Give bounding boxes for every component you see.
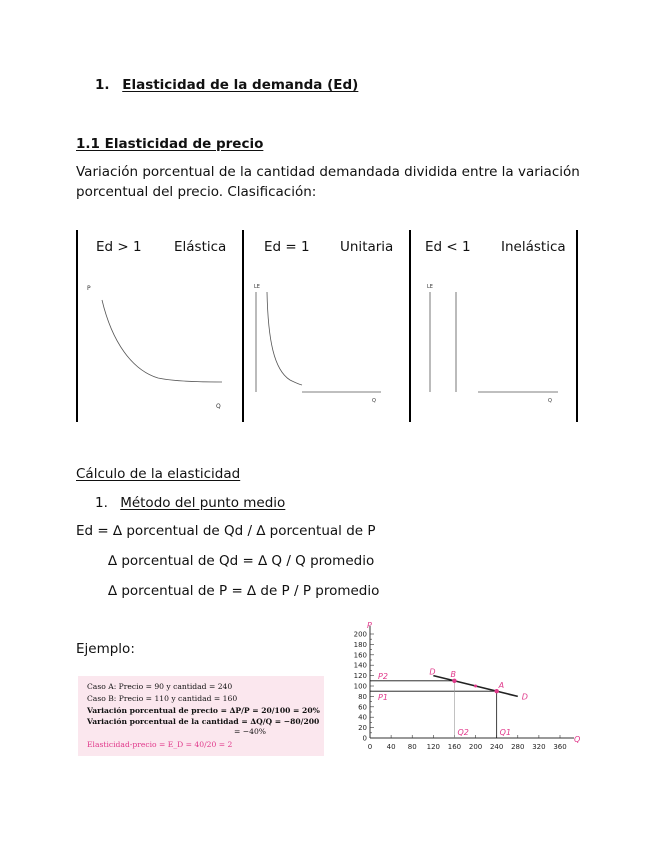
col-2-ylabel: LE [254, 284, 260, 290]
x-tick-label: 0 [367, 743, 373, 751]
p2-label: P2 [378, 671, 388, 681]
example-box [78, 676, 324, 756]
y-tick-label: 60 [358, 703, 367, 712]
classification-graphs [76, 230, 578, 422]
col-3-ylabel: LE [427, 284, 433, 290]
y-tick-label: 180 [353, 640, 367, 649]
p1-label: P1 [378, 693, 388, 703]
formula-2: ∆ porcentual de Qd = ∆ Q / Q promedio [108, 553, 375, 569]
classification-table [76, 230, 578, 422]
x-tick-label: 160 [447, 743, 462, 751]
example-line-b: Caso B: Precio = 110 y cantidad = 160 [87, 694, 238, 703]
x-tick-label: 120 [426, 743, 441, 751]
y-tick-label: 160 [353, 651, 367, 660]
heading-1-text: Elasticidad de la demanda (Ed) [122, 77, 359, 93]
method-number: 1. [95, 495, 108, 511]
col-1-xlabel: Q [216, 403, 221, 410]
demand-chart [340, 620, 585, 765]
intro-line-1: Variación porcentual de la cantidad demandada dividida entre la variación [76, 164, 580, 180]
formula-3: ∆ porcentual de P = ∆ de P / P promedio [108, 583, 380, 599]
y-tick-label: 80 [358, 692, 367, 701]
y-tick-label: 140 [353, 661, 367, 670]
q2-label: Q2 [457, 728, 469, 737]
example-label: Ejemplo: [76, 641, 135, 657]
y-axis-label: P [367, 621, 372, 630]
elastic-curve [102, 300, 222, 382]
col-2-condition: Ed = 1 [264, 239, 310, 255]
col-1-ylabel: P [87, 285, 91, 292]
method-heading [95, 495, 285, 511]
col-2-type: Unitaria [340, 239, 394, 255]
point-a-label: A [498, 681, 505, 691]
y-tick-label: 0 [362, 734, 367, 743]
y-tick-label: 40 [358, 713, 367, 722]
x-tick-label: 360 [553, 743, 567, 751]
x-tick-label: 320 [532, 743, 546, 751]
y-tick-label: 200 [353, 630, 367, 639]
x-tick-label: 280 [511, 743, 525, 751]
heading-1 [95, 77, 358, 93]
col-3-xlabel: Q [548, 398, 552, 404]
intro-line-2: porcentual del precio. Clasificación: [76, 184, 317, 200]
y-tick-label: 20 [358, 724, 367, 733]
formula-1: Ed = ∆ porcentual de Qd / ∆ porcentual de P [76, 523, 376, 539]
unitary-curve [267, 292, 302, 385]
col-1-type: Elástica [174, 239, 227, 255]
col-1-condition: Ed > 1 [96, 239, 142, 255]
example-line-qty-result: = −40% [234, 727, 267, 736]
demand-label-upper: D [429, 667, 436, 677]
point-b-label: B [450, 669, 456, 679]
example-line-qty: Variación porcentual de la cantidad = ∆Q/Q = −80/200 [87, 717, 320, 726]
col-2-xlabel: Q [372, 398, 376, 404]
x-axis-label: Q [574, 735, 581, 744]
x-tick-label: 40 [386, 743, 396, 751]
q1-label: Q1 [499, 728, 512, 737]
method-text: Método del punto medio [120, 495, 286, 511]
calc-title: Cálculo de la elasticidad [76, 466, 241, 482]
midpoint-marker [474, 685, 477, 688]
x-tick-label: 80 [407, 743, 417, 751]
y-tick-label: 120 [353, 672, 367, 681]
col-3-condition: Ed < 1 [425, 239, 471, 255]
col-3-type: Inelástica [501, 239, 566, 255]
x-tick-label: 240 [489, 743, 504, 751]
demand-label-lower: D [521, 692, 528, 702]
example-line-a: Caso A: Precio = 90 y cantidad = 240 [87, 682, 233, 691]
heading-1-number: 1. [95, 77, 110, 93]
point-b [452, 679, 456, 683]
y-tick-label: 100 [353, 682, 367, 691]
x-tick-label: 200 [468, 743, 483, 751]
example-line-price: Variación porcentual de precio = ∆P/P = 20/100 = 20% [87, 706, 320, 715]
example-line-elasticity: Elasticidad-precio = E_D = 40/20 = 2 [87, 740, 233, 749]
heading-1-1: 1.1 Elasticidad de precio [76, 136, 264, 152]
